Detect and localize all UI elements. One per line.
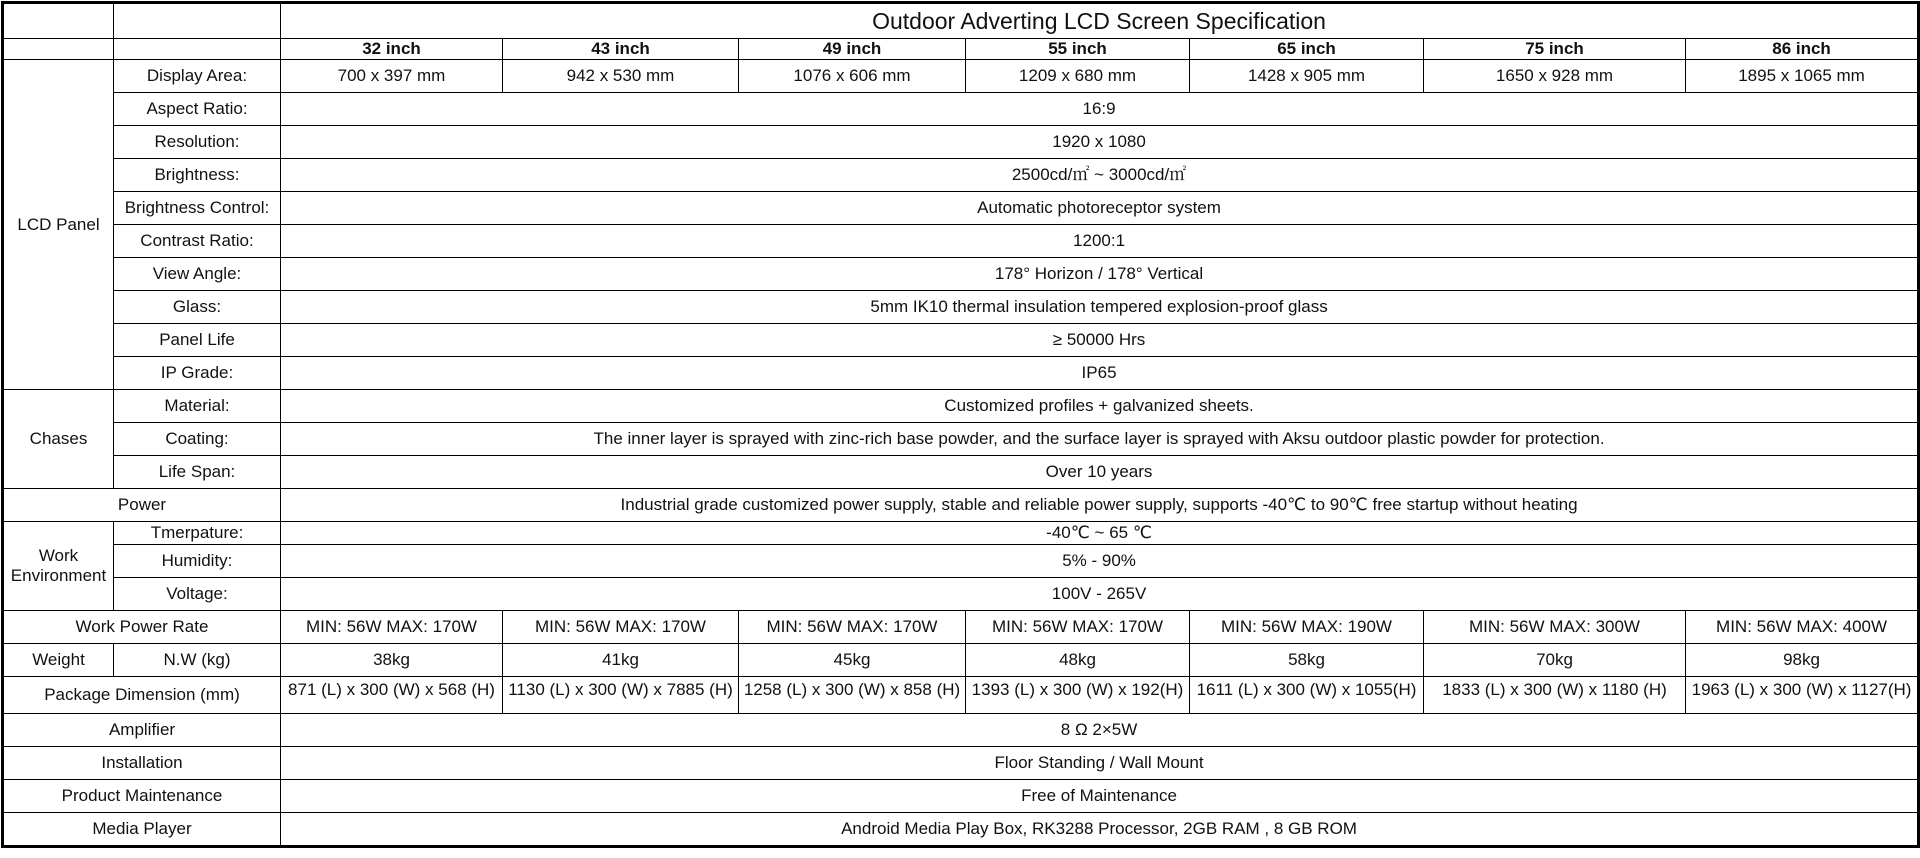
table-row — [3, 258, 1919, 291]
weight-value: 70kg — [1424, 644, 1686, 677]
table-row — [3, 159, 1919, 192]
temperature-value: -40℃ ~ 65 ℃ — [281, 522, 1919, 545]
voltage-value: 100V - 265V — [281, 578, 1919, 611]
power-rate-value: MIN: 56W MAX: 190W — [1190, 611, 1424, 644]
row-label: View Angle: — [114, 258, 281, 291]
weight-value: 48kg — [966, 644, 1190, 677]
table-row — [3, 545, 1919, 578]
weight-value: 41kg — [503, 644, 739, 677]
display-area-value: 1209 x 680 mm — [966, 60, 1190, 93]
package-dimension-text: 1393 (L) x 300 (W) x 192(H) — [971, 681, 1184, 699]
weight-value: 45kg — [739, 644, 966, 677]
row-label: Aspect Ratio: — [114, 93, 281, 126]
row-label: Amplifier — [3, 714, 281, 747]
package-dimension-text: 1611 (L) x 300 (W) x 1055(H) — [1196, 681, 1417, 699]
humidity-value: 5% - 90% — [281, 545, 1919, 578]
group-chases: Chases — [3, 390, 114, 489]
package-dimension-value — [503, 677, 739, 714]
row-label: Voltage: — [114, 578, 281, 611]
row-label: Panel Life — [114, 324, 281, 357]
table-row — [3, 423, 1919, 456]
size-header: 49 inch — [739, 39, 966, 60]
brightness-control-value: Automatic photoreceptor system — [281, 192, 1919, 225]
table-title: Outdoor Adverting LCD Screen Specification — [281, 3, 1919, 39]
size-header: 86 inch — [1686, 39, 1919, 60]
row-label: Work Power Rate — [3, 611, 281, 644]
life-span-value: Over 10 years — [281, 456, 1919, 489]
empty-corner-cell — [114, 39, 281, 60]
row-label: Product Maintenance — [3, 780, 281, 813]
size-header: 75 inch — [1424, 39, 1686, 60]
table-row — [3, 611, 1919, 644]
spec-sheet — [1, 1, 1917, 854]
table-row — [3, 291, 1919, 324]
power-rate-value: MIN: 56W MAX: 170W — [281, 611, 503, 644]
group-work-environment — [3, 522, 114, 611]
display-area-value: 942 x 530 mm — [503, 60, 739, 93]
power-rate-value: MIN: 56W MAX: 170W — [966, 611, 1190, 644]
resolution-value: 1920 x 1080 — [281, 126, 1919, 159]
table-row — [3, 489, 1919, 522]
package-dimension-text: 871 (L) x 300 (W) x 568 (H) — [288, 681, 495, 699]
display-area-value: 700 x 397 mm — [281, 60, 503, 93]
size-header: 55 inch — [966, 39, 1190, 60]
power-value: Industrial grade customized power supply, stable and reliable power supply, supports -40℃ to 90℃ free startup without heating — [281, 489, 1919, 522]
group-label-line: Environment — [10, 566, 107, 585]
row-label: Humidity: — [114, 545, 281, 578]
package-dimension-value — [1190, 677, 1424, 714]
table-row — [3, 324, 1919, 357]
glass-value: 5mm IK10 thermal insulation tempered explosion-proof glass — [281, 291, 1919, 324]
product-maintenance-value: Free of Maintenance — [281, 780, 1919, 813]
display-area-value: 1428 x 905 mm — [1190, 60, 1424, 93]
group-label-line: Work — [38, 546, 79, 566]
row-label: Contrast Ratio: — [114, 225, 281, 258]
table-row — [3, 225, 1919, 258]
package-dimension-value — [966, 677, 1190, 714]
size-header: 65 inch — [1190, 39, 1424, 60]
row-label: Installation — [3, 747, 281, 780]
size-header-row — [3, 39, 1919, 60]
table-row — [3, 126, 1919, 159]
ip-grade-value: IP65 — [281, 357, 1919, 390]
display-area-value: 1076 x 606 mm — [739, 60, 966, 93]
display-area-value: 1650 x 928 mm — [1424, 60, 1686, 93]
title-row — [3, 3, 1919, 39]
power-rate-value: MIN: 56W MAX: 170W — [503, 611, 739, 644]
row-label: Power — [3, 489, 281, 522]
row-label: N.W (kg) — [114, 644, 281, 677]
package-dimension-text: 1963 (L) x 300 (W) x 1127(H) — [1691, 681, 1912, 699]
panel-life-value: ≥ 50000 Hrs — [281, 324, 1919, 357]
table-row — [3, 780, 1919, 813]
row-label: Tmerpature: — [114, 522, 281, 545]
table-row — [3, 357, 1919, 390]
row-label: Coating: — [114, 423, 281, 456]
table-row — [3, 390, 1919, 423]
package-dimension-text: 1258 (L) x 300 (W) x 858 (H) — [743, 681, 961, 699]
row-label: Brightness Control: — [114, 192, 281, 225]
power-rate-value: MIN: 56W MAX: 400W — [1686, 611, 1919, 644]
table-row — [3, 677, 1919, 714]
row-label: Package Dimension (mm) — [3, 677, 281, 714]
row-label: Resolution: — [114, 126, 281, 159]
group-lcd-panel: LCD Panel — [3, 60, 114, 390]
coating-value: The inner layer is sprayed with zinc-rich base powder, and the surface layer is sprayed with Aksu outdoor plastic powder for protection. — [281, 423, 1919, 456]
table-row — [3, 813, 1919, 847]
spec-table — [1, 1, 1920, 848]
row-label: Media Player — [3, 813, 281, 847]
power-rate-value: MIN: 56W MAX: 170W — [739, 611, 966, 644]
row-label: IP Grade: — [114, 357, 281, 390]
empty-corner-cell — [3, 39, 114, 60]
amplifier-value: 8 Ω 2×5W — [281, 714, 1919, 747]
package-dimension-value — [1424, 677, 1686, 714]
table-row — [3, 578, 1919, 611]
row-label: Display Area: — [114, 60, 281, 93]
weight-value: 38kg — [281, 644, 503, 677]
power-rate-value: MIN: 56W MAX: 300W — [1424, 611, 1686, 644]
package-dimension-value — [1686, 677, 1919, 714]
table-row — [3, 93, 1919, 126]
table-row — [3, 747, 1919, 780]
contrast-ratio-value: 1200:1 — [281, 225, 1919, 258]
table-row — [3, 456, 1919, 489]
empty-corner-cell — [3, 3, 114, 39]
row-label: Brightness: — [114, 159, 281, 192]
row-label: Weight — [3, 644, 114, 677]
brightness-value: 2500cd/㎡ ~ 3000cd/㎡ — [281, 159, 1919, 192]
material-value: Customized profiles + galvanized sheets. — [281, 390, 1919, 423]
weight-value: 58kg — [1190, 644, 1424, 677]
installation-value: Floor Standing / Wall Mount — [281, 747, 1919, 780]
package-dimension-text: 1833 (L) x 300 (W) x 1180 (H) — [1442, 681, 1667, 699]
aspect-ratio-value: 16:9 — [281, 93, 1919, 126]
package-dimension-value — [281, 677, 503, 714]
media-player-value: Android Media Play Box, RK3288 Processor, 2GB RAM , 8 GB ROM — [281, 813, 1919, 847]
table-row — [3, 644, 1919, 677]
package-dimension-text: 1130 (L) x 300 (W) x 7885 (H) — [508, 681, 733, 699]
package-dimension-value — [739, 677, 966, 714]
table-row — [3, 60, 1919, 93]
table-row — [3, 522, 1919, 545]
weight-value: 98kg — [1686, 644, 1919, 677]
size-header: 32 inch — [281, 39, 503, 60]
row-label: Material: — [114, 390, 281, 423]
row-label: Life Span: — [114, 456, 281, 489]
table-row — [3, 714, 1919, 747]
empty-corner-cell — [114, 3, 281, 39]
size-header: 43 inch — [503, 39, 739, 60]
display-area-value: 1895 x 1065 mm — [1686, 60, 1919, 93]
row-label: Glass: — [114, 291, 281, 324]
view-angle-value: 178° Horizon / 178° Vertical — [281, 258, 1919, 291]
table-row — [3, 192, 1919, 225]
